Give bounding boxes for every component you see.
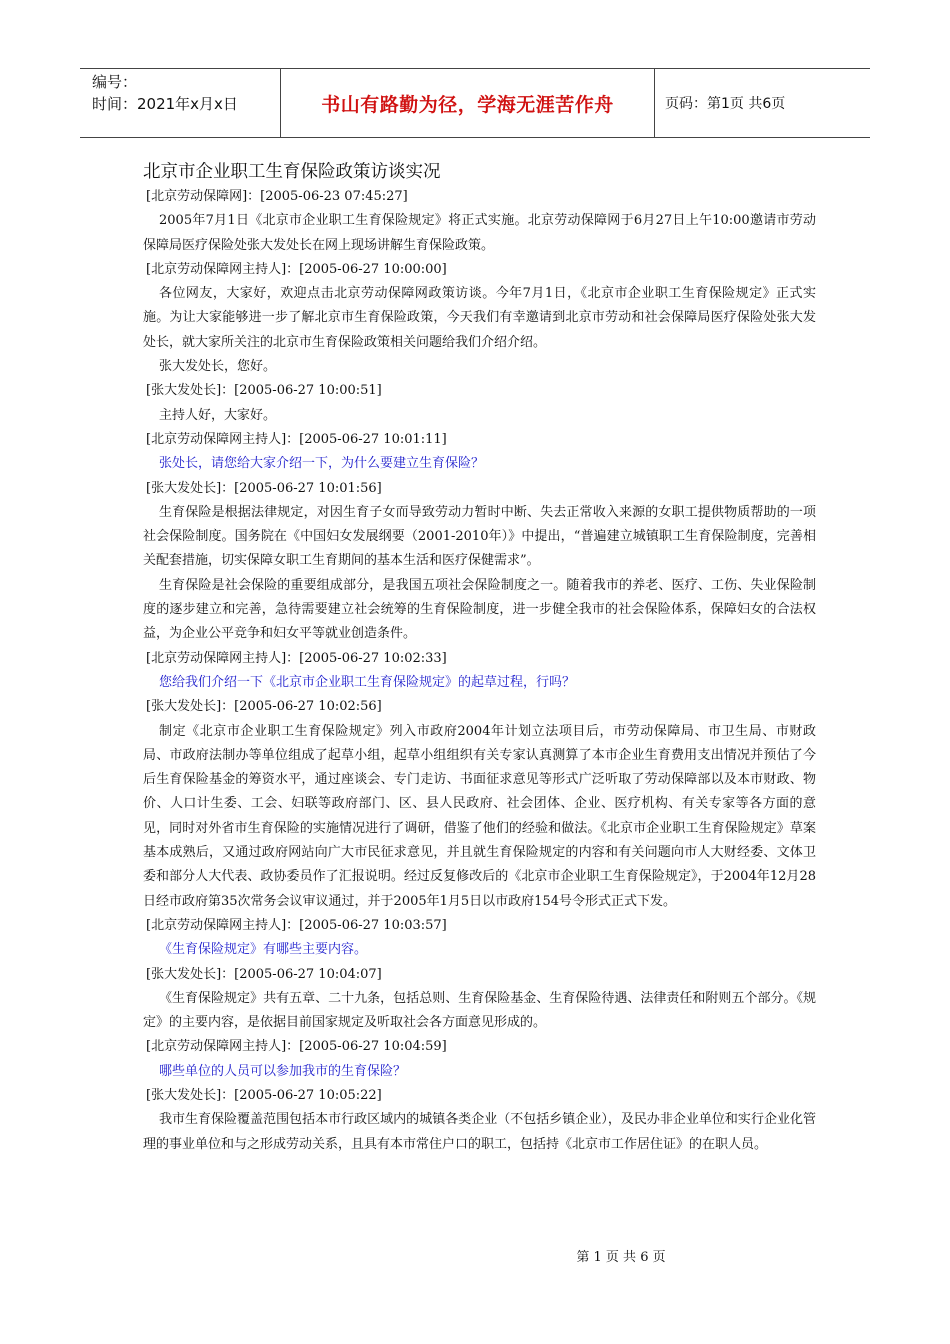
speaker-timestamp: [北京劳动保障网主持人]：[2005-06-27 10:04:59]	[146, 1039, 447, 1055]
speaker-timestamp: [张大发处长]：[2005-06-27 10:01:56]	[146, 480, 382, 496]
paragraph: 《生育保险规定》共有五章、二十九条，包括总则、生育保险基金、生育保险待遇、法律责任和附则五个部分。《规定》的主要内容，是依据目前国家规定及听取社会各方面意见形成的。	[143, 990, 816, 1031]
speaker-timestamp: [张大发处长]：[2005-06-27 10:05:22]	[146, 1087, 382, 1103]
host-question: 张处长，请您给大家介绍一下，为什么要建立生育保险？	[159, 456, 485, 472]
number-label: 编号：	[92, 73, 138, 91]
header-meta-cell	[80, 69, 281, 137]
host-question: 哪些单位的人员可以参加我市的生育保险？	[159, 1063, 407, 1079]
speaker-timestamp: [北京劳动保障网主持人]：[2005-06-27 10:02:33]	[146, 650, 447, 666]
page-info-cell	[655, 69, 870, 137]
host-question: 您给我们介绍一下《北京市企业职工生育保险规定》的起草过程，行吗？	[159, 674, 576, 690]
paragraph: 我市生育保险覆盖范围包括本市行政区域内的城镇各类企业（不包括乡镇企业），及民办非企业单位和实行企业化管理的事业单位和与之形成劳动关系，且具有本市常住户口的职工，包括持《北京市工作居住证》的在职人员。	[143, 1112, 816, 1152]
document-header	[80, 68, 870, 138]
speaker-timestamp: [北京劳动保障网]：[2005-06-23 07:45:27]	[146, 189, 408, 204]
article-blocks	[143, 185, 816, 1157]
motto-text: 书山有路勤为径，学海无涯苦作舟	[321, 93, 614, 116]
article-body	[143, 160, 816, 1157]
motto-cell	[281, 69, 655, 137]
paragraph: 制定《北京市企业职工生育保险规定》列入市政府2004年计划立法项目后，市劳动保障局、市卫生局、市财政局、市政府法制办等单位组成了起草小组，起草小组组织有关专家认真测算了本市企业生育费用支出情况并预估了今后生育保险基金的筹资水平，通过座谈会、专门走访、书面征求意见等形式广泛听取了劳动保障部以及本市财政、物价、人口计生委、工会、妇联等政府部门、区、县人民政府、社会团体、企业、医疗机构、有关专家等各方面的意见，同时对外省市生育保险的实施情况进行了调研，借鉴了他们的经验和做法。《北京市企业职工生育保险规定》草案基本成熟后，又通过政府网站向广大市民征求意见，并且就生育保险规定的内容和有关问题向市人大财经委、文体卫委和部分人大代表、政协委员作了汇报说明。经过反复修改后的《北京市企业职工生育保险规定》，于2004年12月28日经市政府第35次常务会议审议通过，并于2005年1月5日以市政府154号令形式正式下发。	[143, 723, 816, 909]
paragraph: 主持人好，大家好。	[159, 407, 277, 423]
speaker-timestamp: [张大发处长]：[2005-06-27 10:00:51]	[146, 383, 382, 399]
speaker-timestamp: [北京劳动保障网主持人]：[2005-06-27 10:00:00]	[146, 261, 447, 277]
time-label: 时间：2021年x月x日	[92, 95, 238, 113]
article-title: 北京市企业职工生育保险政策访谈实况	[143, 162, 441, 182]
paragraph: 生育保险是社会保险的重要组成部分，是我国五项社会保险制度之一。随着我市的养老、医疗、工伤、失业保险制度的逐步建立和完善，急待需要建立社会统筹的生育保险制度，进一步健全我市的社会保险体系，保障妇女的合法权益，为企业公平竞争和妇女平等就业创造条件。	[143, 577, 816, 642]
page-footer: 第 1 页 共 6 页	[576, 1250, 666, 1265]
paragraph: 2005年7月1日《北京市企业职工生育保险规定》将正式实施。北京劳动保障网于6月27日上午10:00邀请市劳动保障局医疗保险处张大发处长在网上现场讲解生育保险政策。	[143, 213, 816, 253]
host-question: 《生育保险规定》有哪些主要内容。	[159, 942, 368, 958]
paragraph: 各位网友，大家好，欢迎点击北京劳动保障网政策访谈。今年7月1日，《北京市企业职工生育保险规定》正式实施。为让大家能够进一步了解北京市生育保险政策，今天我们有幸邀请到北京市劳动和社会保障局医疗保险处张大发处长，就大家所关注的北京市生育保险政策相关问题给我们介绍介绍。	[143, 286, 816, 350]
speaker-timestamp: [张大发处长]：[2005-06-27 10:04:07]	[146, 966, 382, 982]
speaker-timestamp: [北京劳动保障网主持人]：[2005-06-27 10:03:57]	[146, 917, 447, 933]
page-info-text: 页码：第1页 共6页	[665, 96, 786, 112]
speaker-timestamp: [北京劳动保障网主持人]：[2005-06-27 10:01:11]	[146, 431, 447, 447]
speaker-timestamp: [张大发处长]：[2005-06-27 10:02:56]	[146, 699, 382, 715]
paragraph: 生育保险是根据法律规定，对因生育子女而导致劳动力暂时中断、失去正常收入来源的女职工提供物质帮助的一项社会保险制度。国务院在《中国妇女发展纲要（2001-2010年）》中提出，“普遍建立城镇职工生育保险制度，完善相关配套措施，切实保障女职工生育期间的基本生活和医疗保健需求”。	[143, 504, 816, 569]
paragraph: 张大发处长，您好。	[159, 359, 277, 375]
